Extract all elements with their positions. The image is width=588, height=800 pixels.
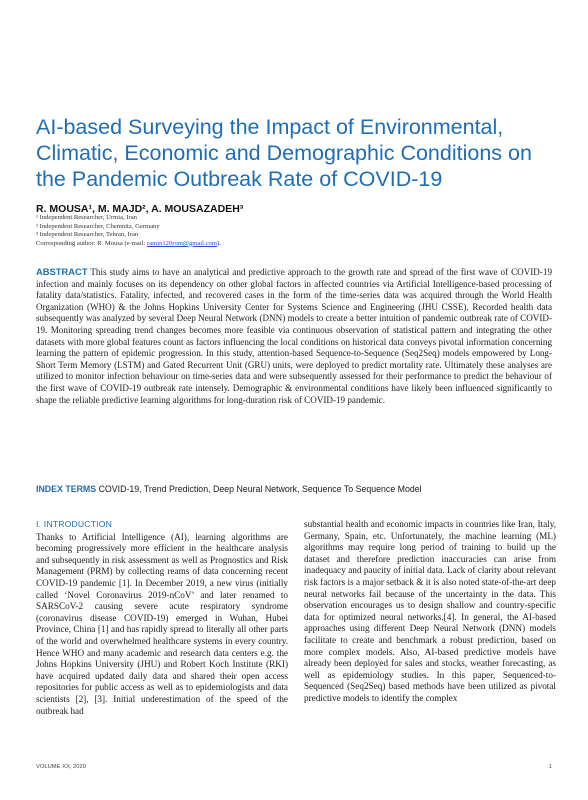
corresponding-author [36,240,556,249]
corresponding-prefix: Corresponding author: R. Mousa (e-mail: [36,239,147,247]
affiliation-1: ¹ Independent Researcher, Urmia, Iran [36,214,137,221]
index-terms-text: COVID-19, Trend Prediction, Deep Neural Network, Sequence To Sequence Model [98,484,422,494]
page-footer [36,764,552,774]
abstract-label: ABSTRACT [36,266,88,277]
affiliation-3: ³ Independent Researcher, Tehran, Iran [36,231,139,239]
footer-volume: VOLUME XX, 2020 [36,764,86,770]
paper-title: AI-based Surveying the Impact of Environmental, Climatic, Economic and Demographic Conditions on the Pandemic Outbreak Rate of COVID-19 [36,115,532,191]
body-column-left [36,519,288,717]
body-column-right [304,519,556,705]
corresponding-suffix: ). [216,239,221,247]
intro-paragraph-left: Thanks to Artificial Intelligence (AI), learning algorithms are becoming progressively more efficient in the healthcare analysis and subsequently in risk assessment as well as Prognostics and Risk Management (PRM) by collecting reams of data concerning recent COVID-19 pandemic [1]. In December 2019, a new virus (initially called ‘Novel Coronavirus 2019-nCoV’ and later renamed to SARSCoV-2 causing severe acute respiratory syndrome (coronavirus disease COVID-19) emerged in Wuhan, Hubei Province, China [1] and has rapidly spread to literally all other parts of the world and overwhelmed healthcare systems in every country. Hence WHO and many academic and research data centers e.g. the Johns Hopkins University (JHU) and Robert Koch Institute (RKI) have acquired updated daily data and shared their open access repositories for public access as well as to epidemiologists and data scientists [2], [3]. Initial underestimation of the speed of the outbreak had [36,531,288,716]
section-heading-introduction: I. INTRODUCTION [36,519,113,529]
affiliations [36,214,556,248]
author-list: R. MOUSA¹, M. MAJD², A. MOUSAZADEH³ [36,203,244,215]
abstract [36,266,552,406]
abstract-text: This study aims to have an analytical and predictive approach to the growth rate and spread of the first wave of COVID-19 infection and mainly focuses on its dependency on other global factors in affected countries via Artificial Intelligence-based processing of fatality data/statistics. Fatality, infected, and recovered cases in the form of the time-series data was acquired through the World Health Organization (WHO) & the Johns Hopkins University Center for Systems Science and Engineering (JHU CSSE). Recorded health data subsequently was analyzed by several Deep Neural Network (DNN) models to create a better intuition of pandemic outbreak rate of COVID-19. Monitoring spreading trend changes becomes more feasible via continuous observation of statistical pattern and integrating the other datasets with more global features count as factors influencing the local conditions on historical data conveys pivotal information concerning learning the pattern of epidemic progression. In this study, attention-based Sequence-to-Sequence (Seq2Seq) models empowered by Long-Short Term Memory (LSTM) and Gated Recurrent Unit (GRU) units, were deployed to predict mortality rate. Ultimately these analyses are utilized to monitor infection behaviour on time-series data and were subsequently assessed for their performance to predict the behaviour of the first wave of COVID-19 outbreak rate intensely. Demographic & environmental conditions have likely been influenced significantly to shape the reliable predictive learning algorithms for long-duration risk of COVID-19 pandemic. [36,267,552,405]
intro-paragraph-right: substantial health and economic impacts in countries like Iran, Italy, Germany, Spain, etc. Unfortunately, the machine learning (ML) algorithms may require long period of training to build up the dataset and therefore prediction inaccuracies can arise from inadequacy and paucity of initial data. Lack of clarity about relevant risk factors is a major setback & it is also noted state-of-the-art deep neural networks fail because of the uncertainty in the data. This observation encourages us to design shallow and country-specific data for optimized neural networks.[4]. In general, the AI-based approaches using different Deep Neural Network (DNN) models facilitate to create and benchmark a robust prediction, based on more complex models. Also, AI-based predictive models have already been deployed for sales and stocks, weather forecasting, as well as epidemiology studies. In this paper, Sequenced-to-Sequenced (Seq2Seq) based methods have been utilized as pivotal predictive models to identify the complex [304,519,556,703]
corresponding-email-link[interactable]: ramin120rom@gmail.com [146,239,217,247]
affiliation-2: ² Independent Researcher, Chemnitz, Germany [36,222,160,230]
index-terms [36,484,552,494]
page-number: 1 [548,764,552,770]
index-terms-label: INDEX TERMS [36,484,97,494]
